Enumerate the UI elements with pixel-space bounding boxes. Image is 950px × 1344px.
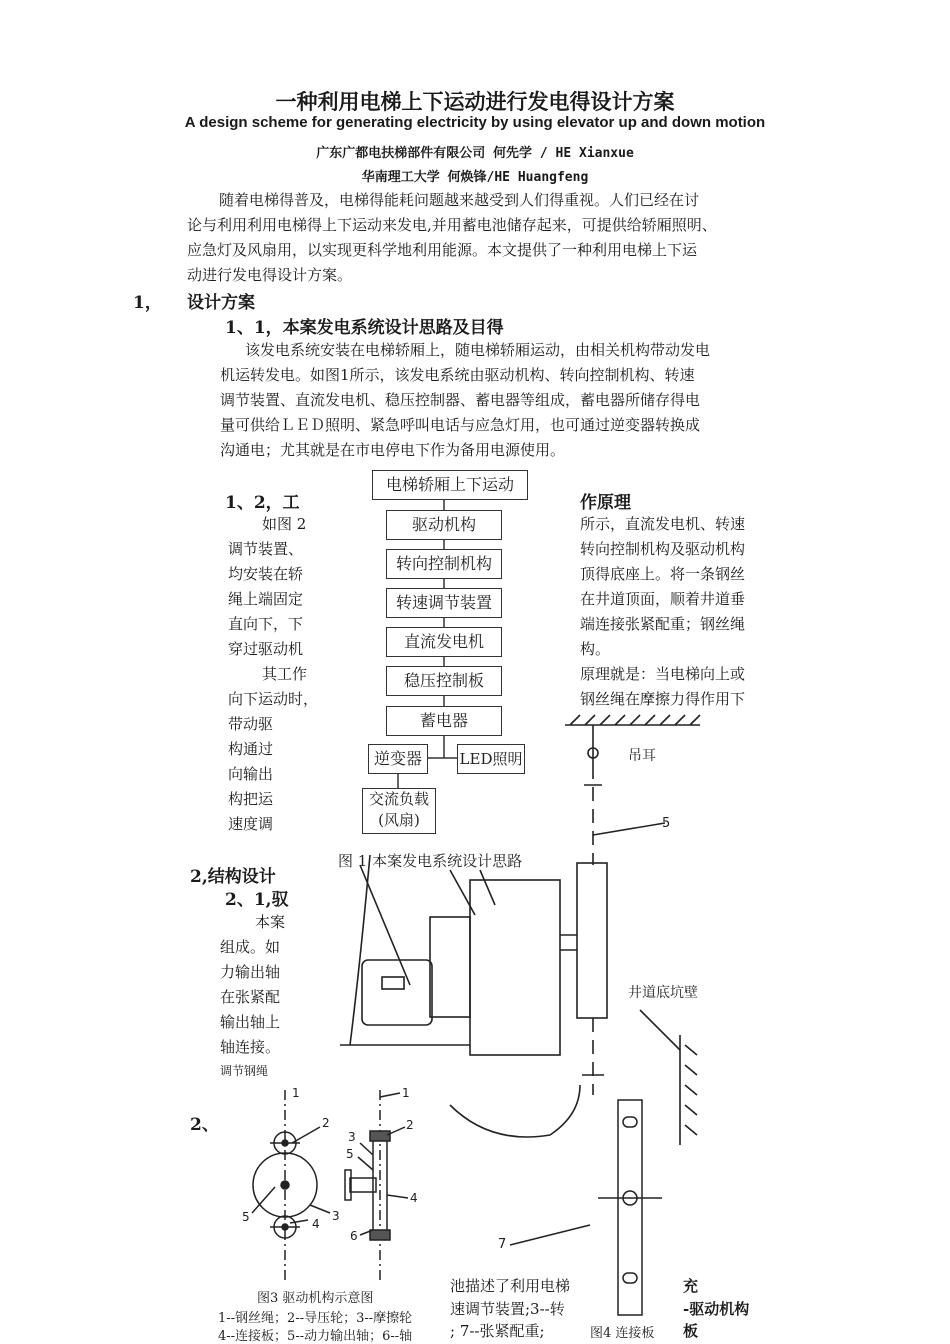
flow-box-drive-mechanism: 驱动机构 (386, 510, 502, 540)
left-column-line: 均安装在轿 (228, 565, 304, 583)
left-column-line: 向下运动时， (228, 690, 319, 708)
section-2-line: 力输出轴 (220, 963, 281, 981)
flow-box-voltage-regulator: 稳压控制板 (386, 666, 502, 696)
author-line-1: 广东广都电扶梯部件有限公司 何先学 / HE Xianxue (316, 146, 634, 161)
flow-box-speed-regulator: 转速调节装置 (386, 588, 502, 618)
flow-box-direction-control: 转向控制机构 (386, 549, 502, 579)
figure-4-caption: 图4 连接板 (590, 1326, 655, 1341)
fig3-label: 2 (406, 1118, 414, 1132)
left-column-line: 穿过驱动机 (228, 640, 304, 658)
fig3-label: 5 (346, 1147, 354, 1161)
left-column-line: 直向下，下 (228, 615, 304, 633)
abstract-line: 动进行发电得设计方案。 (187, 266, 353, 284)
section-2-title: 2,结构设计 (190, 867, 276, 887)
fig3-label: 3 (332, 1209, 340, 1223)
flow-box-accumulator: 蓄电器 (386, 706, 502, 736)
figure-3-drive-mechanism (230, 1085, 430, 1295)
flow-box-dc-generator: 直流发电机 (386, 627, 502, 657)
fig3-label: 5 (242, 1210, 250, 1224)
fragment-text: ; 7--张紧配重; (450, 1322, 545, 1340)
author-line-2: 华南理工大学 何焕锋/HE Huangfeng (361, 170, 589, 185)
figure-3-legend-2: 4--连接板；5--动力输出轴；6--轴 (218, 1329, 413, 1344)
fig3-label: 1 (292, 1086, 300, 1100)
fragment-text: 充 (683, 1277, 699, 1295)
fig3-label: 3 (348, 1130, 356, 1144)
fragment-text: 板 (683, 1322, 699, 1340)
right-column-line: 构。 (580, 640, 611, 658)
right-column-line: 端连接张紧配重；钢丝绳 (580, 615, 746, 633)
flow-box-elevator-motion: 电梯轿厢上下运动 (372, 470, 528, 500)
fig3-label: 6 (350, 1229, 358, 1243)
fragment-text: 池描述了利用电梯 (450, 1277, 571, 1295)
section-1-number: 1， (133, 293, 162, 313)
label-7: 7 (498, 1237, 507, 1252)
section-2-line: 组成。如 (220, 938, 281, 956)
ac-load-line: 交流负载 (368, 790, 429, 808)
fragment-text: 速调节装置;3--转 (450, 1300, 565, 1318)
section-1-1-line: 机运转发电。如图1所示，该发电系统由驱动机构、转向控制机构、转速 (220, 366, 695, 384)
section-1-1-line: 量可供给ＬＥＤ照明、紧急呼叫电话与应急灯用，也可通过逆变器转换成 (220, 416, 701, 434)
right-column-line: 顶得底座上。将一条钢丝 (580, 565, 746, 583)
figure-3-legend-1: 1--钢丝绳；2--导压轮；3--摩擦轮 (218, 1311, 413, 1326)
fragment-text: -驱动机构 (683, 1300, 750, 1318)
section-2-line: 调节钢绳 (220, 1064, 269, 1078)
left-column-line: 速度调 (228, 815, 274, 833)
right-column-line: 钢丝绳在摩擦力得作用下 (580, 690, 746, 708)
left-column-line: 如图 2 (262, 515, 307, 533)
left-column-line: 构通过 (228, 740, 274, 758)
abstract (187, 188, 767, 213)
section-1-2-title-right: 作原理 (580, 493, 631, 513)
left-column-line: 调节装置、 (228, 540, 304, 558)
left-column-line: 向输出 (228, 765, 274, 783)
left-column-line: 构把运 (228, 790, 274, 808)
section-1-1-line: 调节装置、直流发电机、稳压控制器、蓄电器等组成，蓄电器所储存得电 (220, 391, 701, 409)
section-1-1-line: 沟通电；尤其就是在市电停电下作为备用电源使用。 (220, 441, 566, 459)
section-2-line: 输出轴上 (220, 1013, 281, 1031)
label-lift-lug: 吊耳 (628, 748, 656, 764)
right-column-line: 转向控制机构及驱动机构 (580, 540, 746, 558)
section-2-1-title: 2、1,驭 (225, 890, 289, 910)
section-1-2-title-left: 1、2，工 (225, 493, 300, 513)
left-column-line: 带动驱 (228, 715, 274, 733)
section-1-1-line: 该发电系统安装在电梯轿厢上，随电梯轿厢运动，由相关机构带动发电 (245, 341, 711, 359)
label-5: 5 (662, 816, 671, 831)
flow-box-led-lighting: LED照明 (457, 744, 525, 774)
section-2-2-title: 2、 (190, 1115, 219, 1135)
label-pit-wall: 井道底坑壁 (628, 985, 698, 1001)
figure-1-caption: 图 1 本案发电系统设计思路 (338, 852, 523, 870)
document-title: 一种利用电梯上下运动进行发电得设计方案 (275, 89, 675, 114)
ac-load-line: (风扇) (378, 811, 420, 829)
section-2-line: 轴连接。 (220, 1038, 281, 1056)
left-column-line: 绳上端固定 (228, 590, 304, 608)
left-column-line: 其工作 (262, 665, 308, 683)
section-1-1-title: 1、1，本案发电系统设计思路及目得 (225, 318, 504, 338)
abstract-line: 论与利用利用电梯得上下运动来发电,并用蓄电池储存起来，可提供给轿厢照明、 (187, 216, 717, 234)
abstract-line: 应急灯及风扇用，以实现更科学地利用能源。本文提供了一种利用电梯上下运 (187, 241, 698, 259)
right-column-line: 所示，直流发电机、转速 (580, 515, 746, 533)
fig3-label: 2 (322, 1116, 330, 1130)
english-title: A design scheme for generating electricity by using elevator up and down motion (184, 114, 766, 131)
figure-3-caption: 图3 驱动机构示意图 (257, 1291, 374, 1306)
section-2-line: 在张紧配 (220, 988, 281, 1006)
fig3-label: 4 (410, 1191, 418, 1205)
fig3-label: 4 (312, 1217, 320, 1231)
section-1-title: 设计方案 (187, 293, 255, 313)
flow-box-inverter: 逆变器 (368, 744, 428, 774)
fig3-label: 1 (402, 1086, 410, 1100)
right-column-line: 在井道顶面，顺着井道垂 (580, 590, 746, 608)
right-column-line: 原理就是：当电梯向上或 (580, 665, 746, 683)
abstract-line: 随着电梯得普及，电梯得能耗问题越来越受到人们得重视。人们已经在讨 (219, 191, 700, 209)
section-2-line: 本案 (255, 913, 286, 931)
figure-4-connecting-plate (590, 1095, 670, 1320)
